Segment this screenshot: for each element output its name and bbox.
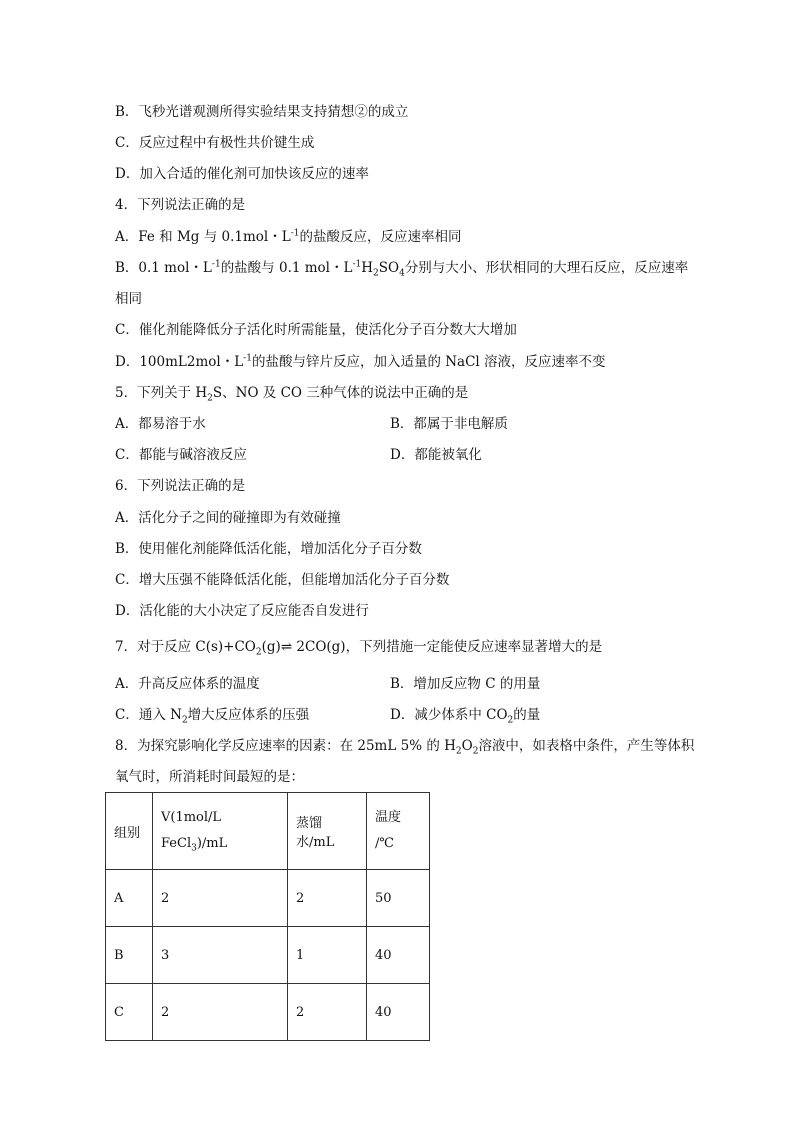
q4-option-b: B．0.1 mol・$L^{-1}$的盐酸与 0.1 mol・$L^{-1}H_2SO_4$分别与大小、形状相同的大理石反应，反应速率 [115, 259, 689, 279]
q6-option-b: B．使用催化剂能降低活化能，增加活化分子百分数 [115, 541, 422, 557]
cell-group: C [106, 984, 153, 1041]
q5-option-b: B．都属于非电解质 [390, 416, 508, 432]
cell-fecl3: 2 [153, 870, 288, 927]
cell-group: A [106, 870, 153, 927]
cell-water: 1 [288, 927, 367, 984]
q7-option-d: D．减少体系中 $CO_2$的量 [390, 707, 541, 726]
q7-stem: 7．对于反应 $C(s)+CO_2(g)\rightleftharpoons$ 2CO(g)，下列措施一定能使反应速率显著增大的是 [115, 639, 603, 658]
cell-fecl3: 3 [153, 927, 288, 984]
q5-option-c: C．都能与碱溶液反应 [115, 447, 247, 463]
q4-option-c: C．催化剂能降低分子活化时所需能量，使活化分子百分数大大增加 [115, 322, 517, 338]
cell-group: B [106, 927, 153, 984]
q7-option-a: A．升高反应体系的温度 [115, 676, 260, 692]
cell-temp: 40 [367, 927, 430, 984]
q5-option-a: A．都易溶于水 [115, 416, 206, 432]
q4-stem: 4．下列说法正确的是 [115, 197, 246, 213]
cell-temp: 50 [367, 870, 430, 927]
header-temperature: 温度 /℃ [367, 793, 430, 870]
q5-option-d: D．都能被氧化 [390, 447, 482, 463]
cell-temp: 40 [367, 984, 430, 1041]
q6-option-c: C．增大压强不能降低活化能，但能增加活化分子百分数 [115, 572, 450, 588]
q7-option-b: B．增加反应物 C 的用量 [390, 676, 541, 692]
header-fecl3-volume: V(1mol/L FeCl$_3$)/mL [153, 793, 288, 870]
cell-fecl3: 2 [153, 984, 288, 1041]
q3-option-c: C．反应过程中有极性共价键生成 [115, 135, 315, 151]
cell-water: 2 [288, 984, 367, 1041]
q6-option-d: D．活化能的大小决定了反应能否自发进行 [115, 603, 369, 619]
q4-option-a: A．Fe 和 Mg 与 0.1mol・$L^{-1}$的盐酸反应，反应速率相同 [115, 228, 462, 245]
equilibrium-arrow-icon: ⇌ [280, 639, 293, 655]
header-water-volume: 蒸馏水/mL [288, 793, 367, 870]
q4-option-b-continued: 相同 [115, 291, 142, 307]
q3-option-d: D．加入合适的催化剂可加快该反应的速率 [115, 166, 369, 182]
q3-option-b: B．飞秒光谱观测所得实验结果支持猜想②的成立 [115, 104, 409, 120]
q4-option-d: D．100mL2mol・$L^{-1}$的盐酸与锌片反应，加入适量的 NaCl 溶液，反应速率不变 [115, 353, 606, 370]
cell-water: 2 [288, 870, 367, 927]
experiment-table [105, 792, 430, 1041]
q7-option-c: C．通入 $N_2$增大反应体系的压强 [115, 707, 310, 726]
q8-stem-continued: 氧气时，所消耗时间最短的是： [115, 769, 304, 785]
q5-stem: 5．下列关于 $H_2S$、NO 及 CO 三种气体的说法中正确的是 [115, 385, 469, 404]
table-row [106, 927, 430, 984]
table-row [106, 870, 430, 927]
q8-stem: 8．为探究影响化学反应速率的因素：在 25mL 5% 的 $H_2O_2$溶液中，如表格中条件，产生等体积 [115, 738, 695, 757]
header-group: 组别 [106, 793, 153, 870]
table-header-row [106, 793, 430, 870]
table-row [106, 984, 430, 1041]
q6-stem: 6．下列说法正确的是 [115, 478, 246, 494]
q6-option-a: A．活化分子之间的碰撞即为有效碰撞 [115, 510, 341, 526]
